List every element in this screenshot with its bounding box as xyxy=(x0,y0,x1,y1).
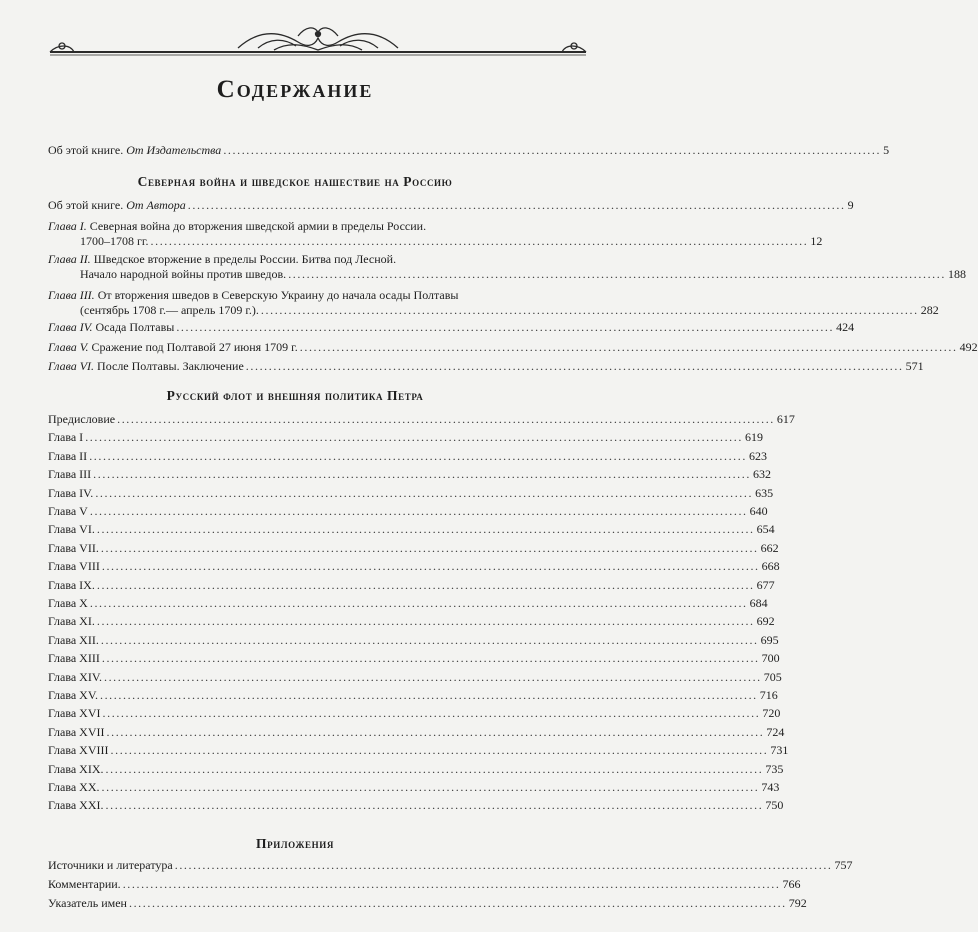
section-heading-russian-fleet: Русский флот и внешняя политика Петра xyxy=(166,388,424,403)
section-heading-northern-war: Северная война и шведское нашествие на Россию xyxy=(137,174,453,189)
toc-entry: Глава XV. ............................................................................................................................................... 716 xyxy=(48,688,778,702)
toc-entry: Глава V ............................................................................................................................................... 640 xyxy=(48,504,768,518)
toc-entry: Глава I ............................................................................................................................................... 619 xyxy=(48,430,763,445)
page-title: Содержание xyxy=(216,76,374,103)
toc-entry: Глава IX. ............................................................................................................................................... 677 xyxy=(48,577,775,592)
toc-entry: Глава XII. ............................................................................................................................................... 695 xyxy=(48,632,779,647)
toc-entry: Глава IV. Осада Полтавы ............................................................................................................................................... 424 xyxy=(48,320,855,334)
toc-entry: Глава XVIII ............................................................................................................................................... 731 xyxy=(48,743,789,758)
toc-entry: Комментарии. ............................................................................................................................................... 766 xyxy=(48,877,801,891)
toc-entry: Источники и литература ............................................................................................................................................... 757 xyxy=(48,858,853,872)
toc-entry: Глава III ............................................................................................................................................... 632 xyxy=(48,467,771,482)
toc-entry: Глава XX. ............................................................................................................................................... 743 xyxy=(48,780,780,794)
section-heading-appendices: Приложения xyxy=(256,836,334,851)
toc-entry: Глава X ............................................................................................................................................... 684 xyxy=(48,596,768,610)
toc-entry: Глава III. От вторжения шведов в Северскую Украину до начала осады Полтавы (сентябрь 1708 г.— апрель 1709 г.). ............................................................................................................................................... 282 xyxy=(48,288,939,317)
toc-entry: Глава IV. ............................................................................................................................................... 635 xyxy=(48,485,774,500)
toc-entry: Глава XVII ............................................................................................................................................... 724 xyxy=(48,724,785,739)
toc-entry: Глава VIII ............................................................................................................................................... 668 xyxy=(48,559,780,574)
toc-entry: Глава V. Сражение под Полтавой 27 июня 1709 г. ............................................................................................................................................... 492 xyxy=(48,340,978,354)
toc-entry: Глава VI. После Полтавы. Заключение ............................................................................................................................................... 571 xyxy=(48,359,924,373)
toc-entry: Об этой книге. От Автора ............................................................................................................................................... 9 xyxy=(48,198,854,212)
toc-entry: Глава II. Шведское вторжение в пределы России. Битва под Лесной. Начало народной войны против шведов. ............................................................................................................................................... 188 xyxy=(48,252,966,281)
toc-entry: Глава XIII ............................................................................................................................................... 700 xyxy=(48,651,780,666)
toc-entry: Указатель имен ............................................................................................................................................... 792 xyxy=(48,896,807,910)
toc-entry: Глава II ............................................................................................................................................... 623 xyxy=(48,448,767,463)
toc-entry: Предисловие ............................................................................................................................................... 617 xyxy=(48,412,795,426)
toc-entry: Глава VII. ............................................................................................................................................... 662 xyxy=(48,540,779,555)
toc-entry: Глава I. Северная война до вторжения шведской армии в пределы России. 1700–1708 гг. ............................................................................................................................................... 12 xyxy=(48,219,823,248)
toc-entry: Глава XVI ............................................................................................................................................... 720 xyxy=(48,706,781,721)
toc-entry: Глава XIV. ............................................................................................................................................... 705 xyxy=(48,669,782,684)
toc-entry: Глава VI. ............................................................................................................................................... 654 xyxy=(48,522,775,537)
toc-entry: Глава XI. ............................................................................................................................................... 692 xyxy=(48,614,775,629)
toc-entry: Глава XIX. ............................................................................................................................................... 735 xyxy=(48,761,784,776)
toc-entry-intro: Об этой книге. От Издательства ............................................................................................................................................... 5 xyxy=(48,143,890,157)
toc-entry: Глава XXI. ............................................................................................................................................... 750 xyxy=(48,798,784,813)
ornament-border-icon xyxy=(44,22,592,58)
